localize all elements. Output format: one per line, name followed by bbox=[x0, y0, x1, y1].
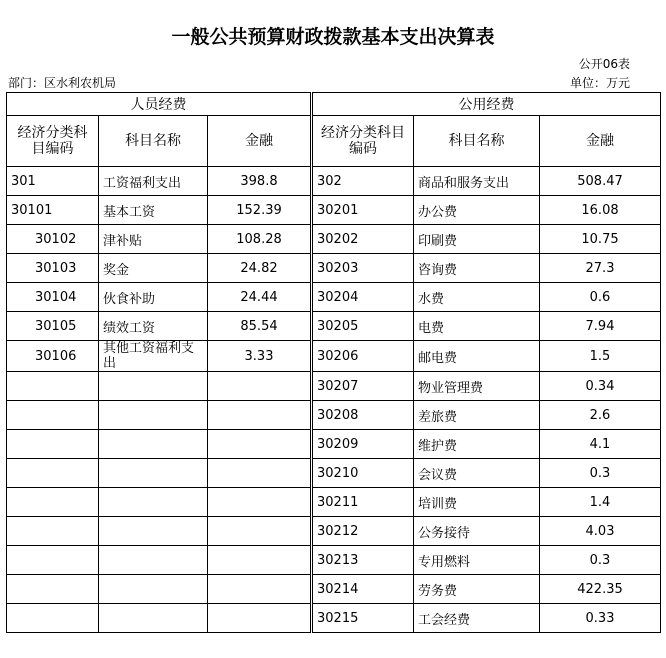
right-code-cell: 30213 bbox=[312, 546, 414, 575]
right-code-cell: 30202 bbox=[312, 225, 414, 254]
header-code-right: 经济分类科目编码 bbox=[312, 116, 414, 167]
right-amount-cell: 508.47 bbox=[540, 167, 661, 196]
left-amount-cell bbox=[208, 488, 312, 517]
expenditure-table bbox=[6, 92, 661, 633]
right-code-cell: 30208 bbox=[312, 401, 414, 430]
right-name-cell: 水费 bbox=[414, 283, 540, 312]
table-row bbox=[7, 341, 661, 372]
right-code-cell: 30207 bbox=[312, 372, 414, 401]
right-name-cell: 维护费 bbox=[414, 430, 540, 459]
right-name-cell: 印刷费 bbox=[414, 225, 540, 254]
left-code-cell: 30101 bbox=[7, 196, 99, 225]
right-amount-cell: 0.3 bbox=[540, 459, 661, 488]
left-code-cell: 30104 bbox=[7, 283, 99, 312]
right-name-cell: 物业管理费 bbox=[414, 372, 540, 401]
right-name-cell: 工会经费 bbox=[414, 604, 540, 633]
left-code-cell bbox=[7, 546, 99, 575]
right-code-cell: 30212 bbox=[312, 517, 414, 546]
left-amount-cell bbox=[208, 546, 312, 575]
left-code-cell: 30106 bbox=[7, 341, 99, 372]
right-code-cell: 30203 bbox=[312, 254, 414, 283]
left-amount-cell: 85.54 bbox=[208, 312, 312, 341]
column-header-row bbox=[7, 116, 661, 167]
left-amount-cell: 108.28 bbox=[208, 225, 312, 254]
left-code-cell: 30102 bbox=[7, 225, 99, 254]
left-name-cell: 伙食补助 bbox=[99, 283, 208, 312]
left-code-cell bbox=[7, 575, 99, 604]
header-name-right: 科目名称 bbox=[414, 116, 540, 167]
right-amount-cell: 0.3 bbox=[540, 546, 661, 575]
header-amount-right: 金融 bbox=[540, 116, 661, 167]
left-name-cell bbox=[99, 459, 208, 488]
right-amount-cell: 2.6 bbox=[540, 401, 661, 430]
left-name-cell: 奖金 bbox=[99, 254, 208, 283]
left-amount-cell bbox=[208, 459, 312, 488]
table-row bbox=[7, 430, 661, 459]
left-amount-cell: 24.44 bbox=[208, 283, 312, 312]
right-amount-cell: 4.03 bbox=[540, 517, 661, 546]
section-personnel: 人员经费 bbox=[7, 93, 312, 116]
right-amount-cell: 16.08 bbox=[540, 196, 661, 225]
right-name-cell: 邮电费 bbox=[414, 341, 540, 372]
right-name-cell: 电费 bbox=[414, 312, 540, 341]
section-header-row bbox=[7, 93, 661, 116]
left-code-cell bbox=[7, 604, 99, 633]
table-row bbox=[7, 372, 661, 401]
header-code-left: 经济分类科目编码 bbox=[7, 116, 99, 167]
form-number: 公开06表 bbox=[578, 57, 630, 71]
left-amount-cell: 3.33 bbox=[208, 341, 312, 372]
right-name-cell: 劳务费 bbox=[414, 575, 540, 604]
table-row bbox=[7, 517, 661, 546]
table-row bbox=[7, 167, 661, 196]
right-name-cell: 商品和服务支出 bbox=[414, 167, 540, 196]
right-name-cell: 专用燃料 bbox=[414, 546, 540, 575]
right-amount-cell: 0.33 bbox=[540, 604, 661, 633]
right-amount-cell: 27.3 bbox=[540, 254, 661, 283]
left-code-cell bbox=[7, 430, 99, 459]
left-amount-cell bbox=[208, 604, 312, 633]
section-public: 公用经费 bbox=[312, 93, 661, 116]
table-row bbox=[7, 488, 661, 517]
left-name-cell: 津补贴 bbox=[99, 225, 208, 254]
right-name-cell: 办公费 bbox=[414, 196, 540, 225]
table-row bbox=[7, 546, 661, 575]
right-amount-cell: 422.35 bbox=[540, 575, 661, 604]
table-row bbox=[7, 312, 661, 341]
table-row bbox=[7, 196, 661, 225]
left-name-cell bbox=[99, 575, 208, 604]
table-row bbox=[7, 225, 661, 254]
left-code-cell: 30103 bbox=[7, 254, 99, 283]
right-amount-cell: 1.5 bbox=[540, 341, 661, 372]
left-name-cell bbox=[99, 401, 208, 430]
left-name-cell bbox=[99, 430, 208, 459]
table-row bbox=[7, 401, 661, 430]
table-row bbox=[7, 254, 661, 283]
left-code-cell: 301 bbox=[7, 167, 99, 196]
right-code-cell: 30215 bbox=[312, 604, 414, 633]
left-amount-cell: 398.8 bbox=[208, 167, 312, 196]
header-name-left: 科目名称 bbox=[99, 116, 208, 167]
left-amount-cell: 152.39 bbox=[208, 196, 312, 225]
right-name-cell: 培训费 bbox=[414, 488, 540, 517]
right-name-cell: 会议费 bbox=[414, 459, 540, 488]
right-amount-cell: 7.94 bbox=[540, 312, 661, 341]
right-code-cell: 302 bbox=[312, 167, 414, 196]
left-code-cell: 30105 bbox=[7, 312, 99, 341]
right-code-cell: 30206 bbox=[312, 341, 414, 372]
left-name-cell bbox=[99, 488, 208, 517]
left-name-cell: 其他工资福利支出 bbox=[99, 341, 208, 372]
right-code-cell: 30205 bbox=[312, 312, 414, 341]
table-row bbox=[7, 604, 661, 633]
left-amount-cell bbox=[208, 430, 312, 459]
left-amount-cell bbox=[208, 517, 312, 546]
right-amount-cell: 1.4 bbox=[540, 488, 661, 517]
left-name-cell bbox=[99, 546, 208, 575]
header-amount-left: 金融 bbox=[208, 116, 312, 167]
left-amount-cell bbox=[208, 575, 312, 604]
right-name-cell: 公务接待 bbox=[414, 517, 540, 546]
right-amount-cell: 4.1 bbox=[540, 430, 661, 459]
right-amount-cell: 0.34 bbox=[540, 372, 661, 401]
left-name-cell: 绩效工资 bbox=[99, 312, 208, 341]
left-code-cell bbox=[7, 517, 99, 546]
right-code-cell: 30201 bbox=[312, 196, 414, 225]
right-code-cell: 30204 bbox=[312, 283, 414, 312]
report-title: 一般公共预算财政拨款基本支出决算表 bbox=[171, 26, 495, 48]
left-code-cell bbox=[7, 401, 99, 430]
left-name-cell bbox=[99, 604, 208, 633]
left-amount-cell bbox=[208, 401, 312, 430]
right-name-cell: 咨询费 bbox=[414, 254, 540, 283]
left-name-cell: 工资福利支出 bbox=[99, 167, 208, 196]
right-code-cell: 30209 bbox=[312, 430, 414, 459]
right-amount-cell: 10.75 bbox=[540, 225, 661, 254]
left-name-cell bbox=[99, 517, 208, 546]
right-code-cell: 30210 bbox=[312, 459, 414, 488]
left-amount-cell: 24.82 bbox=[208, 254, 312, 283]
left-code-cell bbox=[7, 372, 99, 401]
left-code-cell bbox=[7, 459, 99, 488]
table-row bbox=[7, 575, 661, 604]
left-name-cell bbox=[99, 372, 208, 401]
left-amount-cell bbox=[208, 372, 312, 401]
right-amount-cell: 0.6 bbox=[540, 283, 661, 312]
left-code-cell bbox=[7, 488, 99, 517]
department-label: 部门：区水利农机局 bbox=[8, 76, 117, 90]
table-row bbox=[7, 283, 661, 312]
left-name-cell: 基本工资 bbox=[99, 196, 208, 225]
unit-label: 单位：万元 bbox=[569, 76, 630, 90]
right-code-cell: 30214 bbox=[312, 575, 414, 604]
right-name-cell: 差旅费 bbox=[414, 401, 540, 430]
right-code-cell: 30211 bbox=[312, 488, 414, 517]
table-row bbox=[7, 459, 661, 488]
